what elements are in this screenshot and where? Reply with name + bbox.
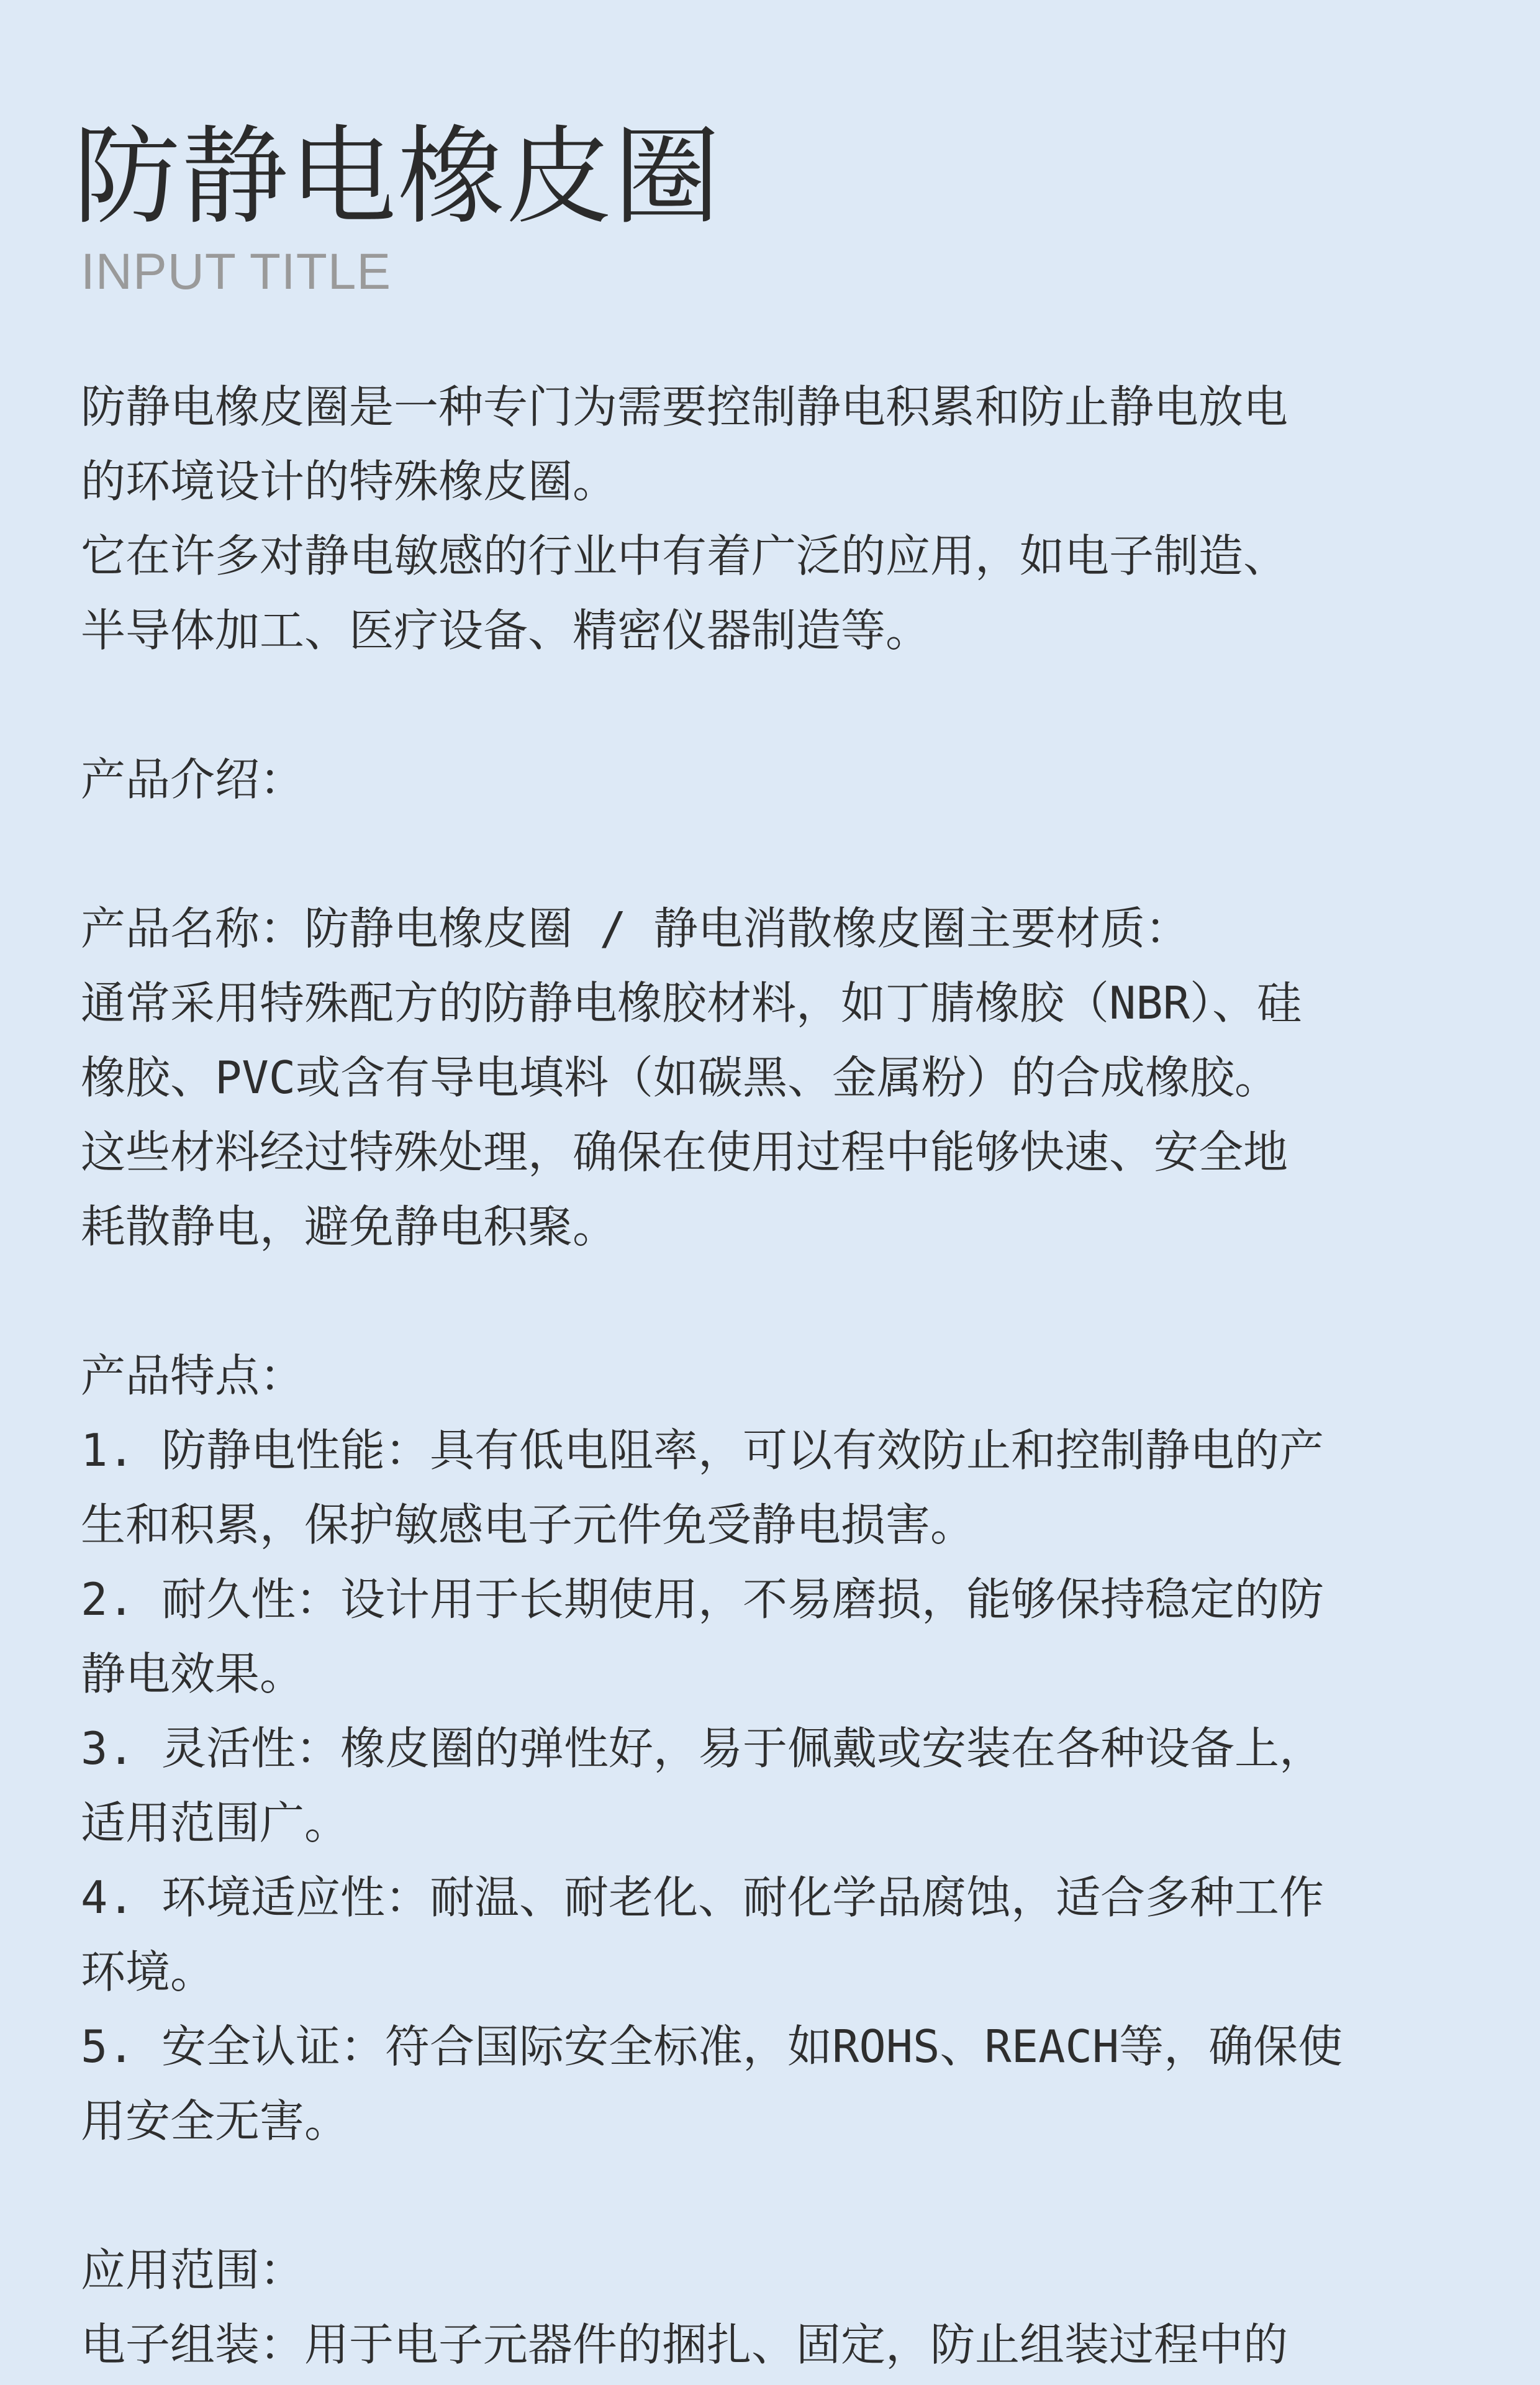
text-line: 耗散静电，避免静电积聚。: [81, 1201, 618, 1253]
section-heading-applications: 应用范围：: [81, 2244, 305, 2296]
list-item-continued: 生和积累，保护敏感电子元件免受静电损害。: [81, 1499, 976, 1551]
text-line: 这些材料经过特殊处理，确保在使用过程中能够快速、安全地: [81, 1126, 1289, 1178]
list-item-continued: 环境。: [81, 1946, 215, 1998]
list-item-continued: 用安全无害。: [81, 2095, 350, 2147]
list-item: 1. 防静电性能：具有低电阻率，可以有效防止和控制静电的产: [81, 1424, 1325, 1476]
page-subtitle: INPUT TITLE: [81, 243, 392, 300]
text-line: 的环境设计的特殊橡皮圈。: [81, 455, 618, 507]
list-item-continued: 适用范围广。: [81, 1797, 350, 1849]
list-item-continued: 静电效果。: [81, 1648, 305, 1700]
text-line: 半导体加工、医疗设备、精密仪器制造等。: [81, 604, 931, 656]
list-item: 2. 耐久性：设计用于长期使用，不易磨损，能够保持稳定的防: [81, 1573, 1325, 1625]
text-line: 橡胶、PVC或含有导电填料（如碳黑、金属粉）的合成橡胶。: [81, 1052, 1280, 1104]
text-line: 防静电橡皮圈是一种专门为需要控制静电积累和防止静电放电: [81, 381, 1289, 433]
text-line: 它在许多对静电敏感的行业中有着广泛的应用，如电子制造、: [81, 530, 1289, 582]
blank-line: [81, 1264, 1472, 1338]
blank-line: [81, 817, 1472, 891]
body-text: [81, 370, 1472, 2382]
list-item: 3. 灵活性：橡皮圈的弹性好，易于佩戴或安装在各种设备上，: [81, 1722, 1325, 1774]
text-line: 通常采用特殊配方的防静电橡胶材料，如丁腈橡胶（NBR）、硅: [81, 977, 1302, 1029]
text-line: 电子组装：用于电子元器件的捆扎、固定，防止组装过程中的: [81, 2319, 1289, 2371]
blank-line: [81, 2158, 1472, 2233]
blank-line: [81, 668, 1472, 742]
page-title: 防静电橡皮圈: [73, 114, 722, 239]
section-heading-features: 产品特点：: [81, 1350, 305, 1402]
list-item: 5. 安全认证：符合国际安全标准，如ROHS、REACH等，确保使: [81, 2020, 1343, 2073]
section-heading-intro: 产品介绍：: [81, 753, 305, 806]
list-item: 4. 环境适应性：耐温、耐老化、耐化学品腐蚀，适合多种工作: [81, 1871, 1325, 1924]
text-line: 产品名称：防静电橡皮圈 / 静电消散橡皮圈主要材质：: [81, 902, 1190, 955]
